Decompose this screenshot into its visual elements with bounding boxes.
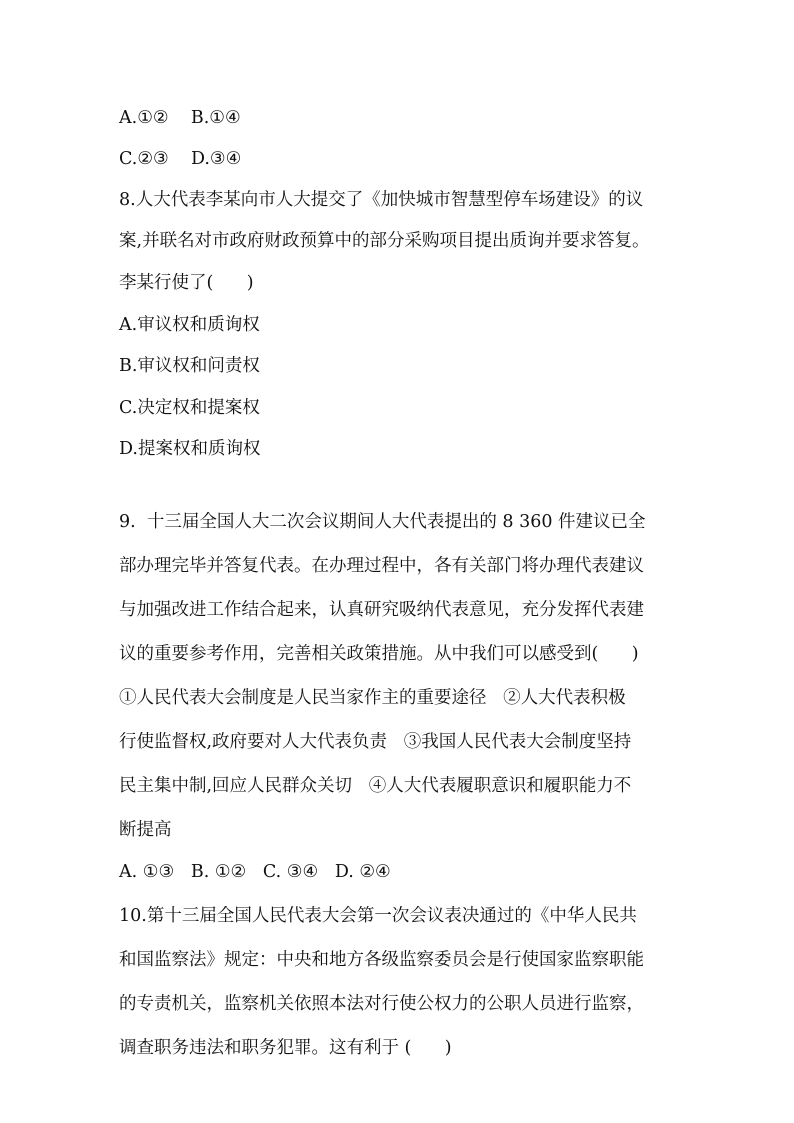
- question-9-line-3: 与加强改进工作结合起来，认真研究吸纳代表意见，充分发挥代表建: [119, 600, 644, 620]
- question-8-line-2: 案,并联名对市政府财政预算中的部分采购项目提出质询并要求答复。: [119, 231, 650, 251]
- question-8-option-a: A.审议权和质询权: [119, 315, 260, 335]
- question-9-line-5: ①人民代表大会制度是人民当家作主的重要途径 ②人大代表积极: [119, 688, 626, 708]
- question-9-line-8: 断提高: [119, 820, 172, 840]
- question-8-line-3: 李某行使了( ): [119, 273, 254, 293]
- question-10-line-4: 调查职务违法和职务犯罪。这有利于 ( ): [119, 1038, 452, 1058]
- question-9-line-4: 议的重要参考作用，完善相关政策措施。从中我们可以感受到( ): [119, 644, 639, 664]
- question-10-line-2: 和国监察法》规定：中央和地方各级监察委员会是行使国家监察职能: [119, 950, 644, 970]
- question-9-line-6: 行使监督权,政府要对人大代表负责 ③我国人民代表大会制度坚持: [119, 732, 632, 752]
- question-9-options: A. ①③ B. ①② C. ③④ D. ②④: [119, 862, 391, 882]
- question-8-option-b: B.审议权和问责权: [119, 356, 260, 376]
- question-8-option-d: D.提案权和质询权: [119, 439, 261, 459]
- question-8-option-c: C.决定权和提案权: [119, 398, 260, 418]
- question-10-line-1: 10.第十三届全国人民代表大会第一次会议表决通过的《中华人民共: [119, 906, 637, 926]
- question-9-line-7: 民主集中制,回应人民群众关切 ④人大代表履职意识和履职能力不: [119, 776, 632, 796]
- option-line-a-b: A.①② B.①④: [119, 108, 241, 128]
- question-9-line-2: 部办理完毕并答复代表。在办理过程中，各有关部门将办理代表建议: [119, 556, 644, 576]
- option-line-c-d: C.②③ D.③④: [119, 149, 242, 169]
- question-8-line-1: 8.人大代表李某向市人大提交了《加快城市智慧型停车场建设》的议: [119, 190, 644, 210]
- question-10-line-3: 的专责机关，监察机关依照本法对行使公权力的公职人员进行监察，: [119, 994, 644, 1014]
- question-9-line-1: 9. 十三届全国人大二次会议期间人大代表提出的 8 360 件建议已全: [119, 512, 646, 532]
